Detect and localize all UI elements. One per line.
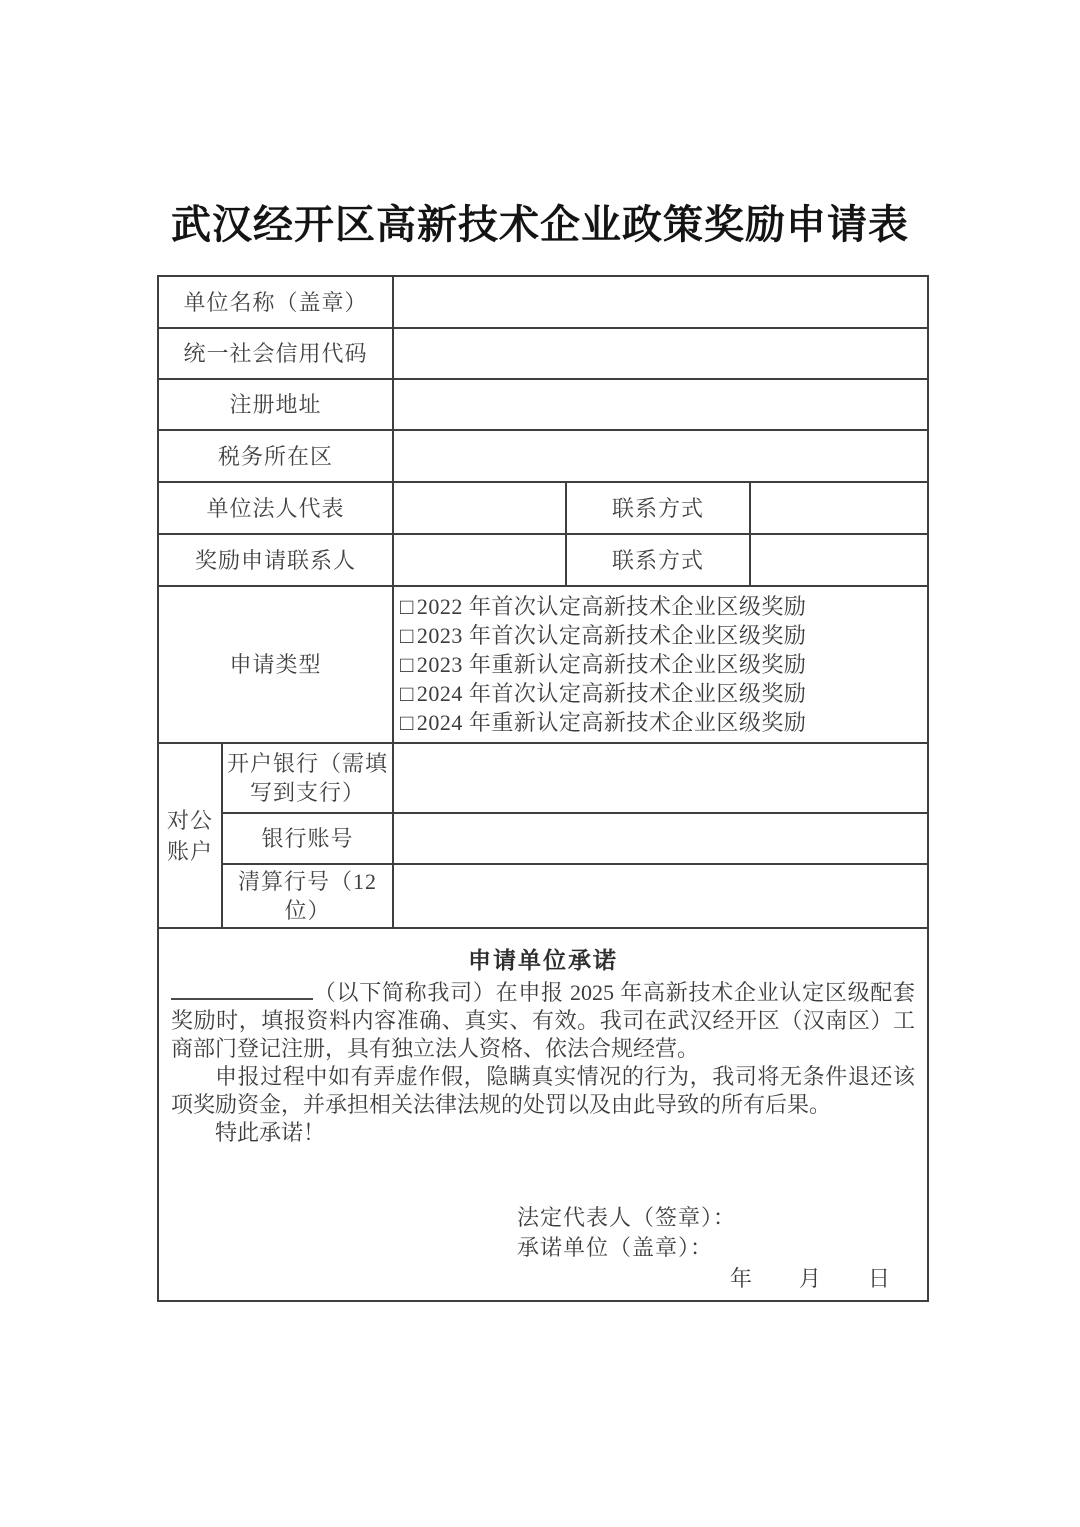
- registered-address-label: 注册地址: [158, 379, 393, 430]
- credit-code-field[interactable]: [393, 328, 928, 379]
- corporate-account-group-label: 对公账户: [158, 743, 222, 928]
- table-row: [158, 534, 928, 586]
- bank-branch-label: 开户银行（需填写到支行）: [222, 743, 393, 813]
- commitment-paragraph-1: [171, 979, 915, 1063]
- table-row: [158, 430, 928, 482]
- application-type-option-2022-first[interactable]: [400, 592, 921, 621]
- table-row: [158, 813, 928, 864]
- option-label: 2022 年首次认定高新技术企业区级奖励: [416, 594, 807, 619]
- checkbox-icon: □: [400, 652, 414, 677]
- table-row: [158, 928, 928, 1301]
- commitment-paragraph-3: 特此承诺！: [215, 1119, 326, 1145]
- bank-branch-field[interactable]: [393, 743, 928, 813]
- commitment-paragraph-2: 申报过程中如有弄虚作假，隐瞒真实情况的行为，我司将无条件退还该项奖励资金，并承担相关法律法规的处罚以及由此导致的所有后果。: [171, 1063, 916, 1117]
- legal-representative-contact-field[interactable]: [750, 482, 928, 534]
- contact-method-label: 联系方式: [566, 482, 750, 534]
- reward-contact-person-label: 奖励申请联系人: [158, 534, 393, 586]
- clearing-bank-number-field[interactable]: [393, 864, 928, 928]
- legal-representative-label: 单位法人代表: [158, 482, 393, 534]
- clearing-bank-number-label: 清算行号（12位）: [222, 864, 393, 928]
- unit-name-label: 单位名称（盖章）: [158, 276, 393, 328]
- unit-name-field[interactable]: [393, 276, 928, 328]
- table-row: [158, 379, 928, 430]
- table-row: [158, 586, 928, 743]
- table-row: [158, 864, 928, 928]
- option-label: 2024 年重新认定高新技术企业区级奖励: [416, 710, 807, 735]
- option-label: 2023 年重新认定高新技术企业区级奖励: [416, 652, 807, 677]
- application-type-option-2023-first[interactable]: [400, 621, 921, 650]
- registered-address-field[interactable]: [393, 379, 928, 430]
- option-label: 2023 年首次认定高新技术企业区级奖励: [416, 623, 807, 648]
- committing-unit-seal-label: 承诺单位（盖章）：: [517, 1234, 714, 1260]
- bank-account-number-field[interactable]: [393, 813, 928, 864]
- table-row: [158, 482, 928, 534]
- commitment-paragraph-1-text: （以下简称我司）在申报 2025 年高新技术企业认定区级配套奖励时，填报资料内容准确、真实、有效。我司在武汉经开区（汉南区）工商部门登记注册，具有独立法人资格、依法合规经营。: [171, 979, 916, 1061]
- date-line: 年 月 日: [730, 1265, 892, 1291]
- checkbox-icon: □: [400, 710, 414, 735]
- application-type-options: [393, 586, 928, 743]
- legal-representative-field[interactable]: [393, 482, 566, 534]
- page-title: 武汉经开区高新技术企业政策奖励申请表: [171, 202, 909, 247]
- legal-representative-signature-label: 法定代表人（签章）：: [517, 1204, 737, 1230]
- checkbox-icon: □: [400, 681, 414, 706]
- application-type-option-2024-renew[interactable]: [400, 708, 921, 737]
- reward-contact-person-contact-field[interactable]: [750, 534, 928, 586]
- table-row: [158, 276, 928, 328]
- credit-code-label: 统一社会信用代码: [158, 328, 393, 379]
- reward-contact-person-field[interactable]: [393, 534, 566, 586]
- contact-method-label: 联系方式: [566, 534, 750, 586]
- application-type-option-2023-renew[interactable]: [400, 650, 921, 679]
- option-label: 2024 年首次认定高新技术企业区级奖励: [416, 681, 807, 706]
- checkbox-icon: □: [400, 623, 414, 648]
- application-type-label: 申请类型: [158, 586, 393, 743]
- checkbox-icon: □: [400, 594, 414, 619]
- tax-district-field[interactable]: [393, 430, 928, 482]
- application-type-option-2024-first[interactable]: [400, 679, 921, 708]
- commitment-title: 申请单位承诺: [468, 947, 619, 973]
- commitment-section: [158, 928, 928, 1301]
- bank-account-number-label: 银行账号: [222, 813, 393, 864]
- table-row: [158, 328, 928, 379]
- signature-block: [517, 1203, 915, 1263]
- company-name-blank-line[interactable]: [171, 980, 313, 1000]
- table-row: [158, 743, 928, 813]
- application-form-table: [157, 275, 929, 1302]
- tax-district-label: 税务所在区: [158, 430, 393, 482]
